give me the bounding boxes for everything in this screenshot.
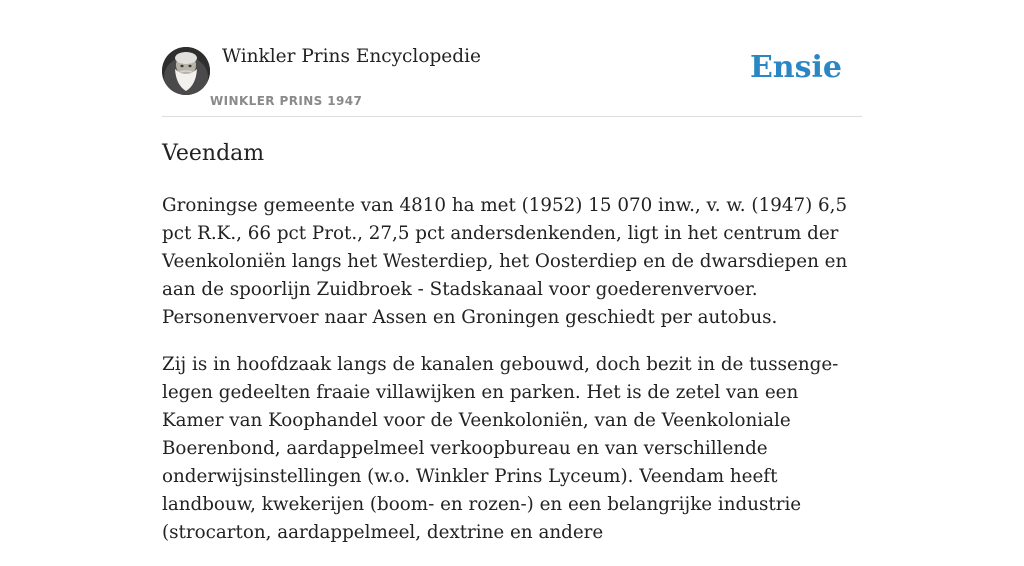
page-container [162, 0, 862, 543]
article-title: Veendam [162, 141, 265, 166]
page-header [162, 0, 862, 117]
avatar[interactable] [162, 47, 210, 95]
article-paragraph: Zij is in hoofdzaak langs de kanalen gebouwd, doch bezit in de tussenge-legen gedeelten fraaie villawijken en parken. Het is de zetel van een Kamer van Koophandel voor de Veenkoloniën, van de Veenkoloniale Boerenbond, aardappelmeel verkoopbureau en van verschillende onderwijsinstellingen (w.o. Winkler Prins Lyceum). Veendam heeft landbouw, kwekerijen (boom- en rozen-) en een belangrijke industrie (strocarton, aardappelmeel, dextrine en andere [162, 354, 839, 543]
site-title[interactable]: Winkler Prins Encyclopedie [222, 46, 481, 67]
bearded-man-portrait-icon [162, 47, 210, 95]
brand-logo[interactable]: Ensie [749, 50, 842, 85]
source-label[interactable]: WINKLER PRINS 1947 [210, 94, 363, 108]
article-paragraph: Groningse gemeente van 4810 ha met (1952) 15 070 inw., v. w. (1947) 6,5 pct R.K., 66 pct Prot., 27,5 pct andersdenkenden, ligt in het centrum der Veenkoloniën langs het Westerdiep, het Oosterdiep en de dwarsdiepen en aan de spoorlijn Zuidbroek - Stadskanaal voor goederenvervoer. Personenvervoer naar Assen en Groningen geschiedt per autobus. [162, 195, 848, 328]
article-body [162, 192, 862, 566]
